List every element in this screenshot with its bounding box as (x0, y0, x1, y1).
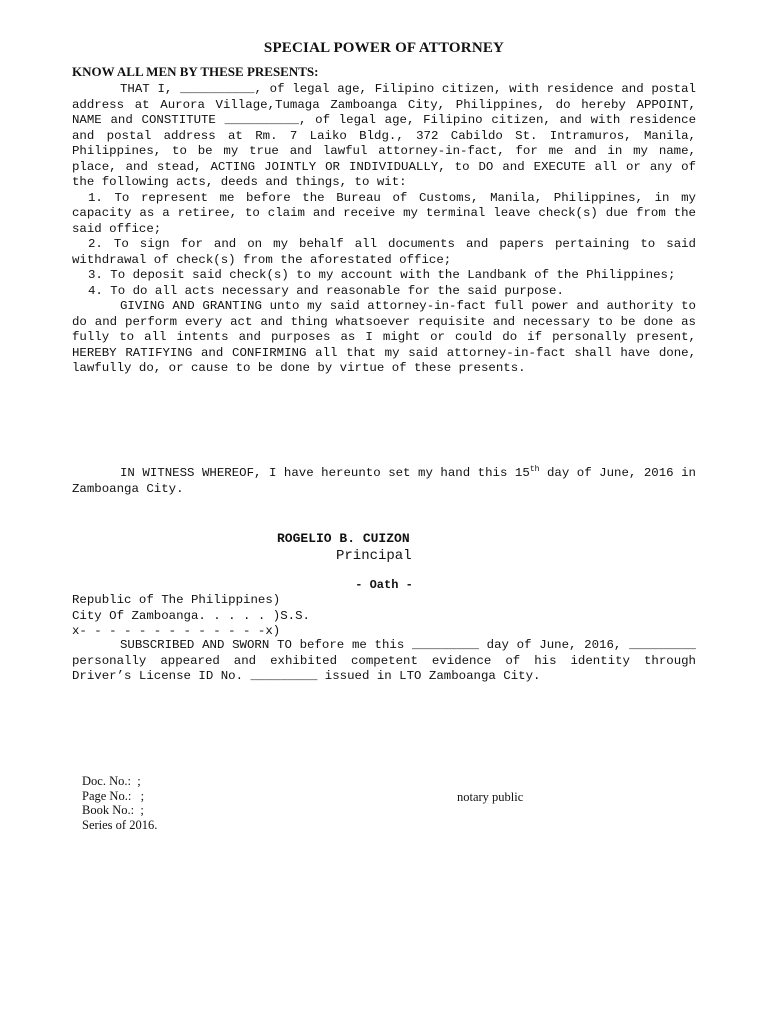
notarial-details (82, 774, 157, 832)
signatory-name: ROGELIO B. CUIZON (277, 531, 410, 546)
witness-text-end: day of June, 2016 in Zamboanga City. (72, 466, 696, 496)
power-item: 2. To sign for and on my behalf all documents and papers pertaining to said withdrawal of check(s) from the aforestated office; (72, 237, 696, 267)
granting-paragraph: GIVING AND GRANTING unto my said attorney-in-fact full power and authority to do and perform every act and thing whatsoever requisite and necessary to be done as fully to all intents and purposes as I might or could do if personally present, HEREBY RATIFYING and CONFIRMING all that my said attorney-in-fact shall have done, lawfully do, or cause to be done by virtue of these presents. (72, 299, 696, 375)
power-item: 1. To represent me before the Bureau of Customs, Manila, Philippines, in my capacity as a retiree, to claim and receive my terminal leave check(s) due from the said office; (72, 190, 696, 236)
witness-superscript: th (529, 464, 540, 474)
venue-block (72, 593, 696, 640)
witness-paragraph (72, 466, 696, 497)
preamble: KNOW ALL MEN BY THESE PRESENTS: (72, 64, 319, 79)
venue-line: City Of Zamboanga. . . . . )S.S. (72, 608, 310, 623)
power-item: 4. To do all acts necessary and reasonable for the said purpose. (88, 283, 564, 298)
venue-line: x- - - - - - - - - - - - -x) (72, 624, 281, 638)
witness-text: IN WITNESS WHEREOF, I have hereunto set my hand this 15 (120, 466, 530, 480)
series: Series of 2016. (82, 817, 158, 832)
main-body (72, 82, 696, 377)
document-title: SPECIAL POWER OF ATTORNEY (263, 40, 505, 56)
doc-no: Doc. No.: ; (82, 774, 141, 788)
opening-paragraph: THAT I, __________, of legal age, Filipino citizen, with residence and postal address at Aurora Village,Tumaga Zamboanga City, Philippines, do hereby APPOINT, NAME and CONSTITUTE __________, of legal age, Filipino citizen, and with residence and postal address at Rm. 7 Laiko Bldg., 372 Cabildo St. Intramuros, Manila, Philippines, to be my true and lawful attorney-in-fact, for me and in my name, place, and stead, ACTING JOINTLY OR INDIVIDUALLY, to DO and EXECUTE all or any of the following acts, deeds and things, to wit: (72, 82, 696, 189)
oath-heading: - Oath - (355, 578, 413, 592)
page-no: Page No.: ; (82, 788, 145, 803)
notary-public-label: notary public (457, 790, 524, 804)
venue-line: Republic of The Philippines) (72, 593, 281, 607)
book-no: Book No.: ; (82, 803, 144, 817)
signatory-role: Principal (336, 548, 412, 564)
power-item: 3. To deposit said check(s) to my account with the Landbank of the Philippines; (88, 268, 676, 282)
sworn-paragraph (72, 638, 696, 685)
sworn-text: SUBSCRIBED AND SWORN TO before me this _________ day of June, 2016, _________ personally appeared and exhibited competent evidence of his identity through Driver’s License ID No. _________ issued in LTO Zamboanga City. (72, 638, 696, 683)
